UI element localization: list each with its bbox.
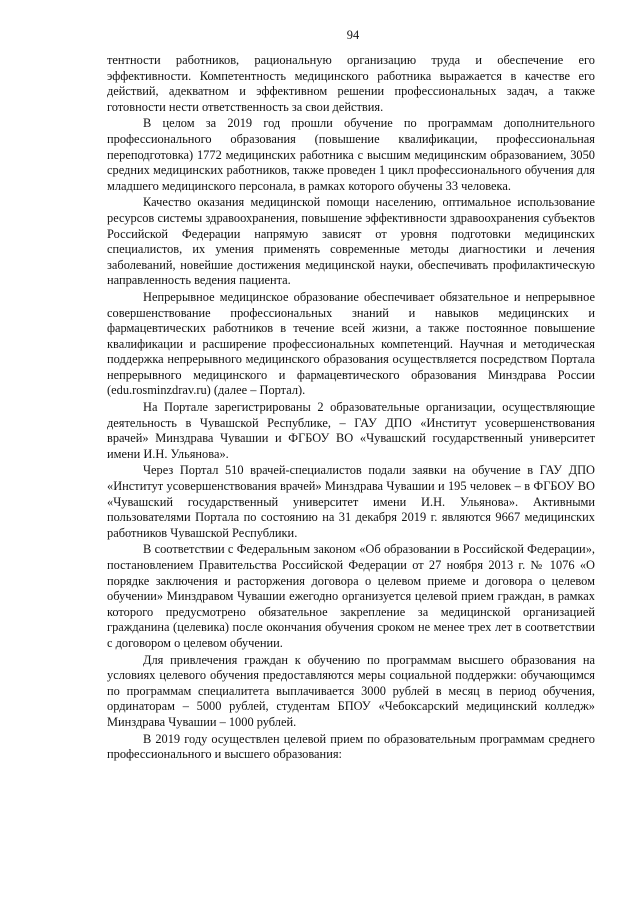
paragraph-6: Через Портал 510 врачей-специалистов подали заявки на обучение в ГАУ ДПО «Институт усовершенствования врачей» Минздрава Чувашии и 195 человек – в ФГБОУ ВО «Чувашский государственный университет имени И.Н. Ульянова». Активными пользователями Портала по состоянию на 31 декабря 2019 г. являются 9667 медицинских работников Чувашской Республики. bbox=[107, 463, 595, 540]
paragraph-7: В соответствии с Федеральным законом «Об образовании в Российской Федерации», постановлением Правительства Российской Федерации от 27 ноября 2013 г. № 1076 «О порядке заключения и расторжения договора о целевом приеме и договора о целевом обучении» Минздравом Чувашии ежегодно организуется целевой прием граждан, в рамках которого предусмотрено обязательное закрепление за медицинской организацией гражданина (целевика) после окончания обучения сроком не менее трех лет в соответствии с договором о целевом обучении. bbox=[107, 542, 595, 650]
paragraph-9: В 2019 году осуществлен целевой прием по образовательным программам среднего профессионального и высшего образования: bbox=[107, 731, 595, 762]
paragraph-2: В целом за 2019 год прошли обучение по программам дополнительного профессионального образования (повышение квалификации, профессиональная переподготовка) 1772 медицинских работника с высшим медицинским образованием, 3050 средних медицинских работников, также проведен 1 цикл профессионального обучения для младшего медицинского персонала, в рамках которого обучены 33 человека. bbox=[107, 116, 595, 193]
paragraph-5: На Портале зарегистрированы 2 образовательные организации, осуществляющие деятельность в Чувашской Республике, – ГАУ ДПО «Институт усовершенствования врачей» Минздрава Чувашии и ФГБОУ ВО «Чувашский государственный университет имени И.Н. Ульянова». bbox=[107, 400, 595, 461]
document-page bbox=[107, 28, 595, 764]
paragraph-1: тентности работников, рациональную организацию труда и обеспечение его эффективности. Компетентность медицинского работника выражается в качестве его действий, адекватном и эффективном решении профессиональных задач, а также готовности нести ответственность за свои действия. bbox=[107, 53, 595, 114]
paragraph-4: Непрерывное медицинское образование обеспечивает обязательное и непрерывное совершенствование профессиональных знаний и навыков медицинских и фармацевтических работников в течение всей жизни, а также постоянное повышение квалификации и расширение профессиональных компетенций. Научная и методическая поддержка непрерывного медицинского образования осуществляется посредством Портала непрерывного медицинского и фармацевтического образования Минздрава России (edu.rosminzdrav.ru) (далее – Портал). bbox=[107, 289, 595, 398]
paragraph-8: Для привлечения граждан к обучению по программам высшего образования на условиях целевого обучения предоставляются меры социальной поддержки: обучающимся по программам специалитета выплачивается 3000 рублей в месяц в период обучения, ординаторам – 5000 рублей, студентам БПОУ «Чебоксарский медицинский колледж» Минздрава Чувашии – 1000 рублей. bbox=[107, 652, 595, 729]
page-number: 94 bbox=[346, 28, 360, 42]
paragraph-3: Качество оказания медицинской помощи населению, оптимальное использование ресурсов системы здравоохранения, повышение эффективности здравоохранения субъектов Российской Федерации напрямую зависят от уровня подготовки медицинских специалистов, их умения применять современные методы диагностики и лечения заболеваний, новейшие достижения медицинской науки, обеспечивать профилактическую направленность ведения пациента. bbox=[107, 195, 595, 288]
